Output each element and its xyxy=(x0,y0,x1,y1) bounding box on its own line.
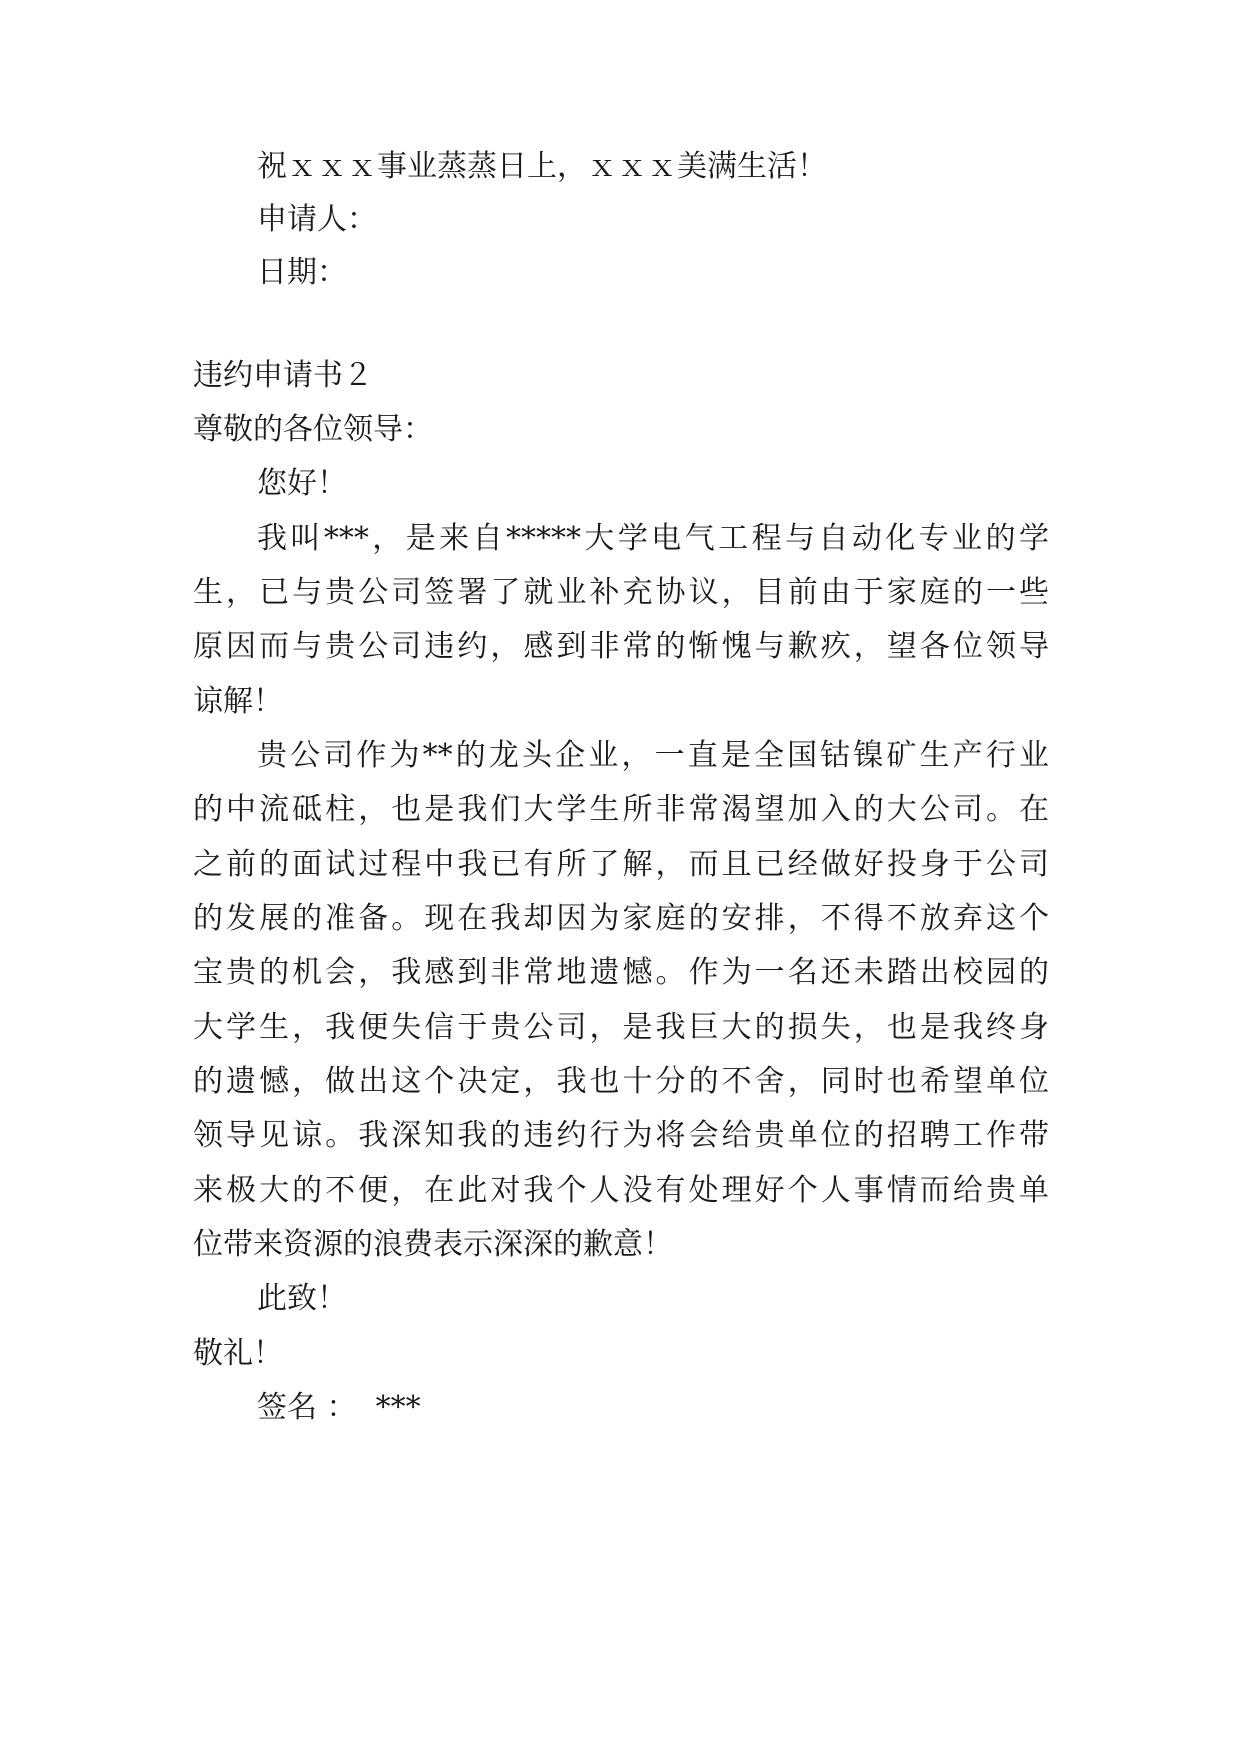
letter-title: 违约申请书２ xyxy=(193,358,373,393)
salutation: 尊敬的各位领导： xyxy=(193,412,433,447)
paragraph2-line: 领导见谅。我深知我的违约行为将会给贵单位的招聘工作带 xyxy=(193,1118,1049,1153)
closing-line: 敬礼！ xyxy=(193,1336,283,1371)
closing-line: 此致！ xyxy=(257,1281,347,1316)
greeting: 您好！ xyxy=(257,466,347,501)
paragraph2-line: 的发展的准备。现在我却因为家庭的安排，不得不放弃这个 xyxy=(193,901,1049,936)
applicant-label: 申请人： xyxy=(257,202,377,237)
paragraph2-line: 宝贵的机会，我感到非常地遗憾。作为一名还未踏出校园的 xyxy=(193,955,1049,990)
paragraph2-line: 之前的面试过程中我已有所了解，而且已经做好投身于公司 xyxy=(193,847,1049,882)
paragraph2-line: 大学生，我便失信于贵公司，是我巨大的损失，也是我终身 xyxy=(193,1010,1049,1045)
paragraph2-line: 来极大的不便，在此对我个人没有处理好个人事情而给贵单 xyxy=(193,1173,1049,1208)
paragraph1-line: 原因而与贵公司违约，感到非常的惭愧与歉疚，望各位领导 xyxy=(193,629,1049,664)
paragraph1-line: 生，已与贵公司签署了就业补充协议，目前由于家庭的一些 xyxy=(193,575,1049,610)
paragraph2-line: 贵公司作为**的龙头企业，一直是全国钴镍矿生产行业 xyxy=(257,738,1049,773)
paragraph2-line: 位带来资源的浪费表示深深的歉意！ xyxy=(193,1227,673,1262)
blessing-line: 祝ｘｘｘ事业蒸蒸日上，ｘｘｘ美满生活！ xyxy=(257,149,827,184)
paragraph1-line: 谅解！ xyxy=(193,684,283,719)
signature-line: 签名 ： *** xyxy=(257,1390,421,1425)
paragraph2-line: 的中流砥柱，也是我们大学生所非常渴望加入的大公司。在 xyxy=(193,792,1049,827)
date-label: 日期： xyxy=(257,255,347,290)
paragraph1-line: 我叫***，是来自*****大学电气工程与自动化专业的学 xyxy=(257,521,1049,556)
paragraph2-line: 的遗憾，做出这个决定，我也十分的不舍，同时也希望单位 xyxy=(193,1064,1049,1099)
